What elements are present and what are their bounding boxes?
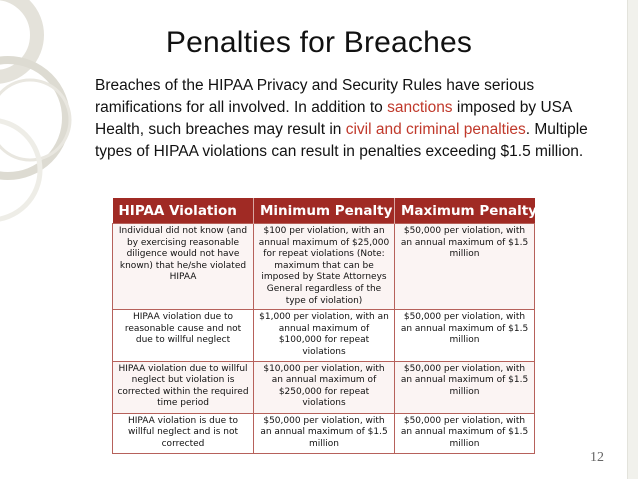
violation-cell: HIPAA violation due to willful neglect but violation is corrected within the required time period	[113, 361, 254, 413]
body-text-part3: . Multiple types of HIPAA violations can result in penalties exceeding $1.5 million.	[95, 121, 588, 160]
table-header-row	[113, 198, 535, 224]
table-row	[113, 361, 535, 413]
penalties-table	[112, 198, 535, 454]
violation-cell: HIPAA violation is due to willful neglect and is not corrected	[113, 413, 254, 453]
sanctions-highlight: sanctions	[387, 99, 453, 116]
minimum-penalty-cell: $1,000 per violation, with an annual maximum of $100,000 for repeat violations	[254, 310, 395, 361]
minimum-penalty-cell: $50,000 per violation, with an annual maximum of $1.5 million	[254, 413, 395, 453]
maximum-penalty-cell: $50,000 per violation, with an annual maximum of $1.5 million	[395, 310, 535, 361]
header-hipaa-violation: HIPAA Violation	[113, 198, 254, 224]
table-row	[113, 224, 535, 310]
maximum-penalty-cell: $50,000 per violation, with an annual maximum of $1.5 million	[395, 224, 535, 310]
minimum-penalty-cell: $10,000 per violation, with an annual maximum of $250,000 for repeat violations	[254, 361, 395, 413]
slide-title: Penalties for Breaches	[165, 26, 473, 59]
body-text-part1: Breaches of the HIPAA Privacy and Security Rules have serious ramifications for all involved. In addition to	[95, 77, 535, 116]
page-number: 12	[590, 450, 604, 465]
header-minimum-penalty: Minimum Penalty	[254, 198, 395, 224]
civil-criminal-highlight: civil and criminal penalties	[345, 121, 526, 138]
table-row	[113, 413, 535, 453]
minimum-penalty-cell: $100 per violation, with an annual maximum of $25,000 for repeat violations (Note: maximum that can be imposed by State Attorneys General regardless of the type of violation)	[254, 224, 395, 310]
body-text-part2: imposed by USA Health, such breaches may result in	[95, 99, 572, 138]
header-maximum-penalty: Maximum Penalty	[395, 198, 535, 224]
table-row	[113, 310, 535, 361]
maximum-penalty-cell: $50,000 per violation, with an annual maximum of $1.5 million	[395, 413, 535, 453]
violation-cell: Individual did not know (and by exercising reasonable diligence would not have known) that he/she violated HIPAA	[113, 224, 254, 310]
maximum-penalty-cell: $50,000 per violation, with an annual maximum of $1.5 million	[395, 361, 535, 413]
violation-cell: HIPAA violation due to reasonable cause and not due to willful neglect	[113, 310, 254, 361]
decorative-circles	[0, 0, 100, 479]
right-edge-strip	[627, 0, 638, 479]
slide-body-text	[95, 75, 595, 163]
